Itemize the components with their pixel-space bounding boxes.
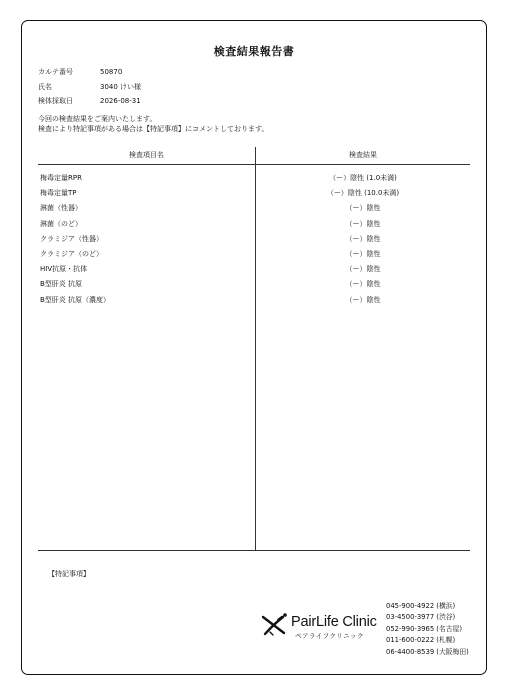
intro-text [38, 114, 268, 134]
table-header [38, 147, 470, 165]
contact-phone: 045-900-4922 (横浜) [386, 602, 456, 610]
info-value: 3040 けい様 [100, 82, 142, 91]
table-body [38, 171, 470, 308]
table-row [38, 262, 470, 277]
report-title: 検査結果報告書 [213, 45, 295, 58]
table-row [38, 232, 470, 247]
clinic-contacts [386, 601, 469, 658]
test-result: （ー）陰性 [345, 249, 381, 258]
info-value: 50870 [100, 68, 123, 76]
clinic-logo [260, 609, 384, 645]
info-row-name [38, 80, 141, 95]
test-name: B型肝炎 抗原（濃度） [40, 295, 111, 304]
info-label: 検体採取日 [38, 97, 73, 105]
info-label: カルテ番号 [38, 68, 73, 76]
test-result: （ー）陰性 [345, 280, 381, 289]
contact-phone: 06-4400-8539 (大阪梅田) [386, 647, 469, 656]
test-name: HIV抗原・抗体 [40, 265, 88, 274]
header-result: 検査結果 [349, 151, 377, 159]
results-table [38, 147, 470, 551]
test-result: （ー）陰性 [345, 219, 381, 228]
table-row [38, 217, 470, 232]
info-row-chart-number [38, 65, 141, 80]
table-row [38, 201, 470, 216]
clinic-brand: PairLife Clinic [291, 614, 377, 630]
info-value: 2026-08-31 [100, 97, 141, 105]
test-result: （ー）陰性 [345, 295, 381, 304]
test-result: （ー）陰性 [345, 234, 381, 243]
test-name: 梅毒定量RPR [40, 174, 82, 182]
test-name: 淋菌（のど） [40, 219, 82, 228]
table-row [38, 277, 470, 292]
test-result: （ー）陰性 (1.0未満) [329, 174, 397, 182]
contact-phone: 052-990-3965 (名古屋) [386, 624, 463, 633]
patient-info [38, 65, 141, 109]
contact-phone: 011-600-0222 (札幌) [386, 636, 456, 645]
table-row [38, 171, 470, 186]
header-item: 検査項目名 [129, 151, 164, 159]
pairlife-logo-icon [260, 612, 290, 638]
clinic-kana: ペアライフクリニック [295, 632, 365, 640]
info-row-sample-date [38, 94, 141, 109]
table-row [38, 247, 470, 262]
test-name: B型肝炎 抗原 [40, 280, 83, 289]
table-row [38, 293, 470, 308]
contact-phone: 03-4500-3977 (渋谷) [386, 613, 456, 622]
intro-line: 今回の検査結果をご案内いたします。 [38, 115, 157, 123]
intro-line: 検査により特記事項がある場合は【特記事項】にコメントしております。 [38, 125, 269, 133]
info-label: 氏名 [38, 82, 52, 91]
remarks-label: 【特記事項】 [48, 570, 90, 578]
table-row [38, 186, 470, 201]
test-result: （ー）陰性 (10.0未満) [326, 189, 400, 198]
test-result: （ー）陰性 [345, 204, 381, 213]
test-name: 淋菌（性器） [40, 204, 82, 213]
test-result: （ー）陰性 [345, 265, 381, 274]
test-name: 梅毒定量TP [40, 189, 77, 198]
test-name: クラミジア（性器） [40, 234, 103, 243]
report-sheet [21, 20, 487, 675]
test-name: クラミジア（のど） [40, 249, 103, 258]
